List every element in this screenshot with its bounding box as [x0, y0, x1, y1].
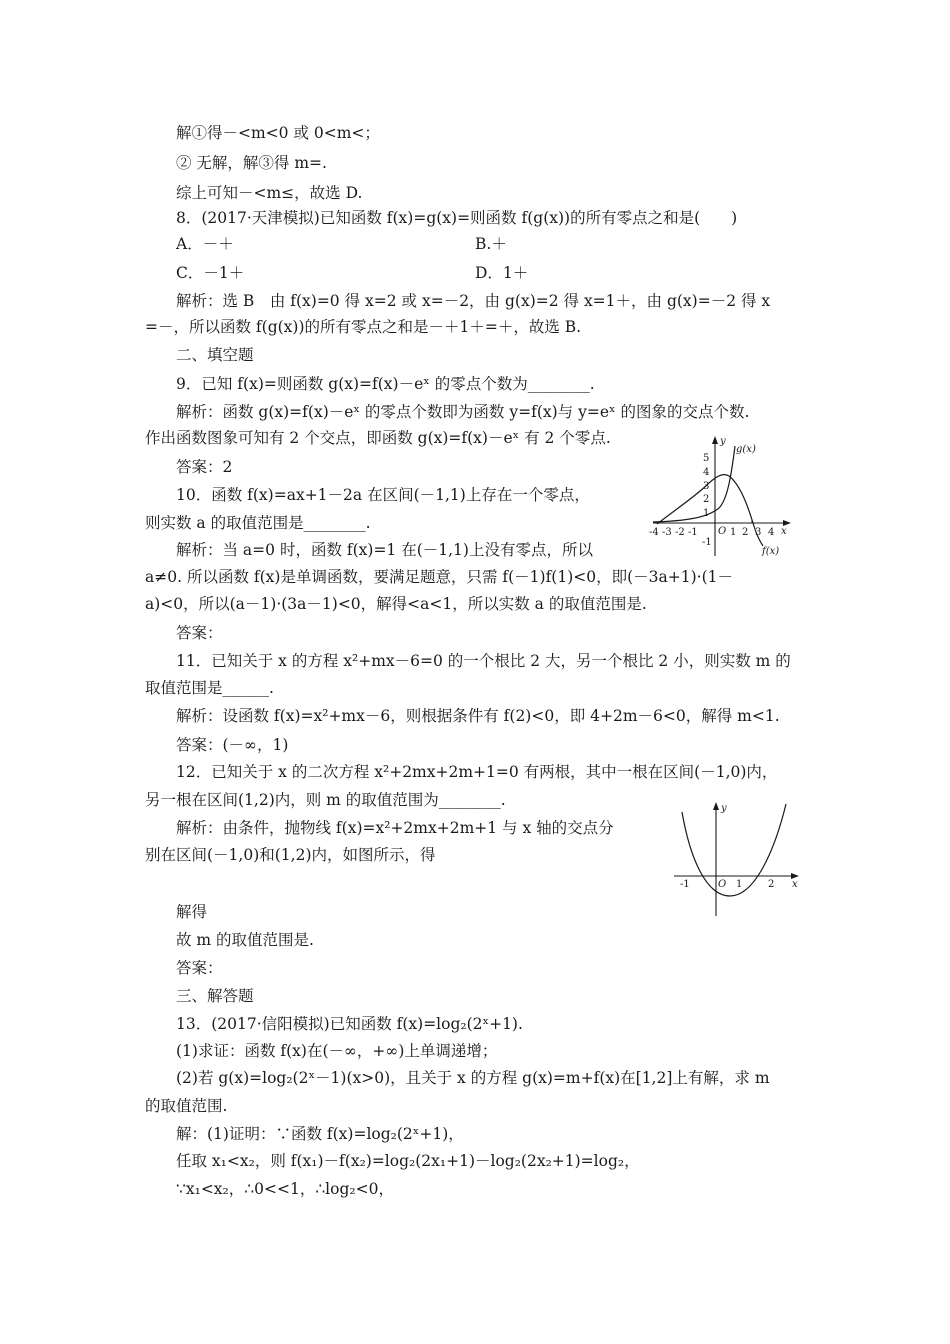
y-tick-label: -1	[702, 537, 712, 548]
text-line: a≠0. 所以函数 f(x)是单调函数，要满足题意，只需 f(－1)f(1)<0，即(－3a+1)·(1－	[145, 568, 733, 586]
origin-label: O	[718, 879, 727, 890]
text-line: 的取值范围.	[145, 1097, 228, 1115]
x-tick-label: 1	[730, 527, 737, 538]
text-line: 综上可知－<m≤，故选 D.	[176, 184, 363, 202]
x-tick-label: 1	[736, 879, 743, 890]
y-tick-label: 4	[703, 467, 710, 478]
text-line: 解析：函数 g(x)=f(x)－eˣ 的零点个数即为函数 y=f(x)与 y=eˣ 的图象的交点个数.	[176, 403, 750, 421]
g-curve	[653, 446, 735, 522]
x-axis-label: x	[781, 526, 787, 537]
y-axis-label: y	[721, 803, 727, 814]
option-c: C．－1＋	[176, 264, 245, 282]
y-tick-label: 2	[703, 494, 710, 505]
text-line: 解：(1)证明：∵函数 f(x)=log₂(2ˣ+1)，	[176, 1125, 464, 1143]
answer-line: 答案：(－∞，1)	[176, 736, 289, 754]
answer-line: 答案：2	[176, 458, 233, 476]
answer-line: 答案：	[176, 624, 223, 642]
y-axis-arrow-icon	[712, 436, 718, 444]
y-axis-label: y	[720, 436, 726, 447]
x-tick-label: 2	[768, 879, 775, 890]
section-heading: 二、填空题	[176, 346, 254, 364]
text-line: 解①得－<m<0 或 0<m<；	[176, 124, 380, 142]
x-tick-label: -2	[675, 527, 685, 538]
question-9: 9．已知 f(x)=则函数 g(x)=f(x)－eˣ 的零点个数为________.	[176, 375, 595, 393]
x-tick-label: 3	[755, 527, 762, 538]
text-line: 任取 x₁<x₂，则 f(x₁)－f(x₂)=log₂(2x₁+1)－log₂(2x₂+1)=log₂，	[176, 1152, 640, 1170]
x-axis-label: x	[792, 879, 798, 890]
y-tick-label: 5	[703, 453, 710, 464]
text-line: 则实数 a 的取值范围是________.	[145, 514, 371, 532]
origin-label: O	[718, 526, 727, 537]
text-line: (1)求证：函数 f(x)在(－∞，+∞)上单调递增；	[176, 1042, 498, 1060]
text-line: 取值范围是______.	[145, 679, 274, 697]
text-line: (2)若 g(x)=log₂(2ˣ－1)(x>0)，且关于 x 的方程 g(x)=m+f(x)在[1,2]上有解，求 m	[176, 1069, 770, 1087]
text-line: 别在区间(－1,0)和(1,2)内，如图所示，得	[145, 846, 436, 864]
figure-fg-graph	[645, 430, 800, 560]
text-line: 解析：选 B 由 f(x)=0 得 x=2 或 x=－2，由 g(x)=2 得 x=1＋，由 g(x)=－2 得 x	[176, 292, 771, 310]
text-line: 故 m 的取值范围是.	[176, 931, 314, 949]
question-8: 8．(2017·天津模拟)已知函数 f(x)=g(x)=则函数 f(g(x))的所有零点之和是( )	[176, 209, 738, 227]
x-tick-label: 2	[742, 527, 749, 538]
question-13: 13．(2017·信阳模拟)已知函数 f(x)=log₂(2ˣ+1).	[176, 1015, 523, 1033]
question-10: 10．函数 f(x)=ax+1－2a 在区间(－1,1)上存在一个零点，	[176, 486, 590, 504]
text-line: a)<0，所以(a－1)·(3a－1)<0，解得<a<1，所以实数 a 的取值范围是.	[145, 595, 647, 613]
question-11: 11．已知关于 x 的方程 x²+mx－6=0 的一个根比 2 大，另一个根比 2 小，则实数 m 的	[176, 652, 791, 670]
text-line: ∵x₁<x₂，∴0<<1，∴log₂<0，	[176, 1180, 394, 1198]
option-d: D．1＋	[475, 264, 529, 282]
x-tick-label: -1	[680, 879, 690, 890]
text-line: 解析：当 a=0 时，函数 f(x)=1 在(－1,1)上没有零点，所以	[176, 541, 593, 559]
text-line: 解析：由条件，抛物线 f(x)=x²+2mx+2m+1 与 x 轴的交点分	[176, 819, 614, 837]
figure-parabola-graph	[668, 798, 808, 918]
text-line: 作出函数图象可知有 2 个交点，即函数 g(x)=f(x)－eˣ 有 2 个零点.	[145, 429, 611, 447]
x-tick-label: -1	[688, 527, 698, 538]
x-tick-label: -4	[649, 527, 659, 538]
g-curve-label: g(x)	[736, 444, 756, 455]
text-line: 解析：设函数 f(x)=x²+mx－6，则根据条件有 f(2)<0，即 4+2m－6<0，解得 m<1.	[176, 707, 780, 725]
question-12: 12．已知关于 x 的二次方程 x²+2mx+2m+1=0 有两根，其中一根在区间(－1,0)内，	[176, 763, 778, 781]
option-a: A．－＋	[176, 235, 234, 253]
answer-line: 答案：	[176, 959, 223, 977]
text-line: 另一根在区间(1,2)内，则 m 的取值范围为________.	[145, 791, 506, 809]
section-heading: 三、解答题	[176, 987, 254, 1005]
text-line: =－，所以函数 f(g(x))的所有零点之和是－＋1＋=＋，故选 B.	[145, 318, 582, 336]
f-curve-label: f(x)	[762, 546, 780, 557]
x-tick-label: 4	[768, 527, 775, 538]
y-axis-arrow-icon	[713, 802, 719, 810]
x-tick-label: -3	[662, 527, 672, 538]
option-b: B.＋	[475, 235, 507, 253]
text-line: ② 无解，解③得 m=.	[176, 154, 327, 172]
text-line: 解得	[176, 903, 208, 921]
y-tick-label: 1	[703, 508, 710, 519]
y-tick-label: 3	[703, 481, 710, 492]
